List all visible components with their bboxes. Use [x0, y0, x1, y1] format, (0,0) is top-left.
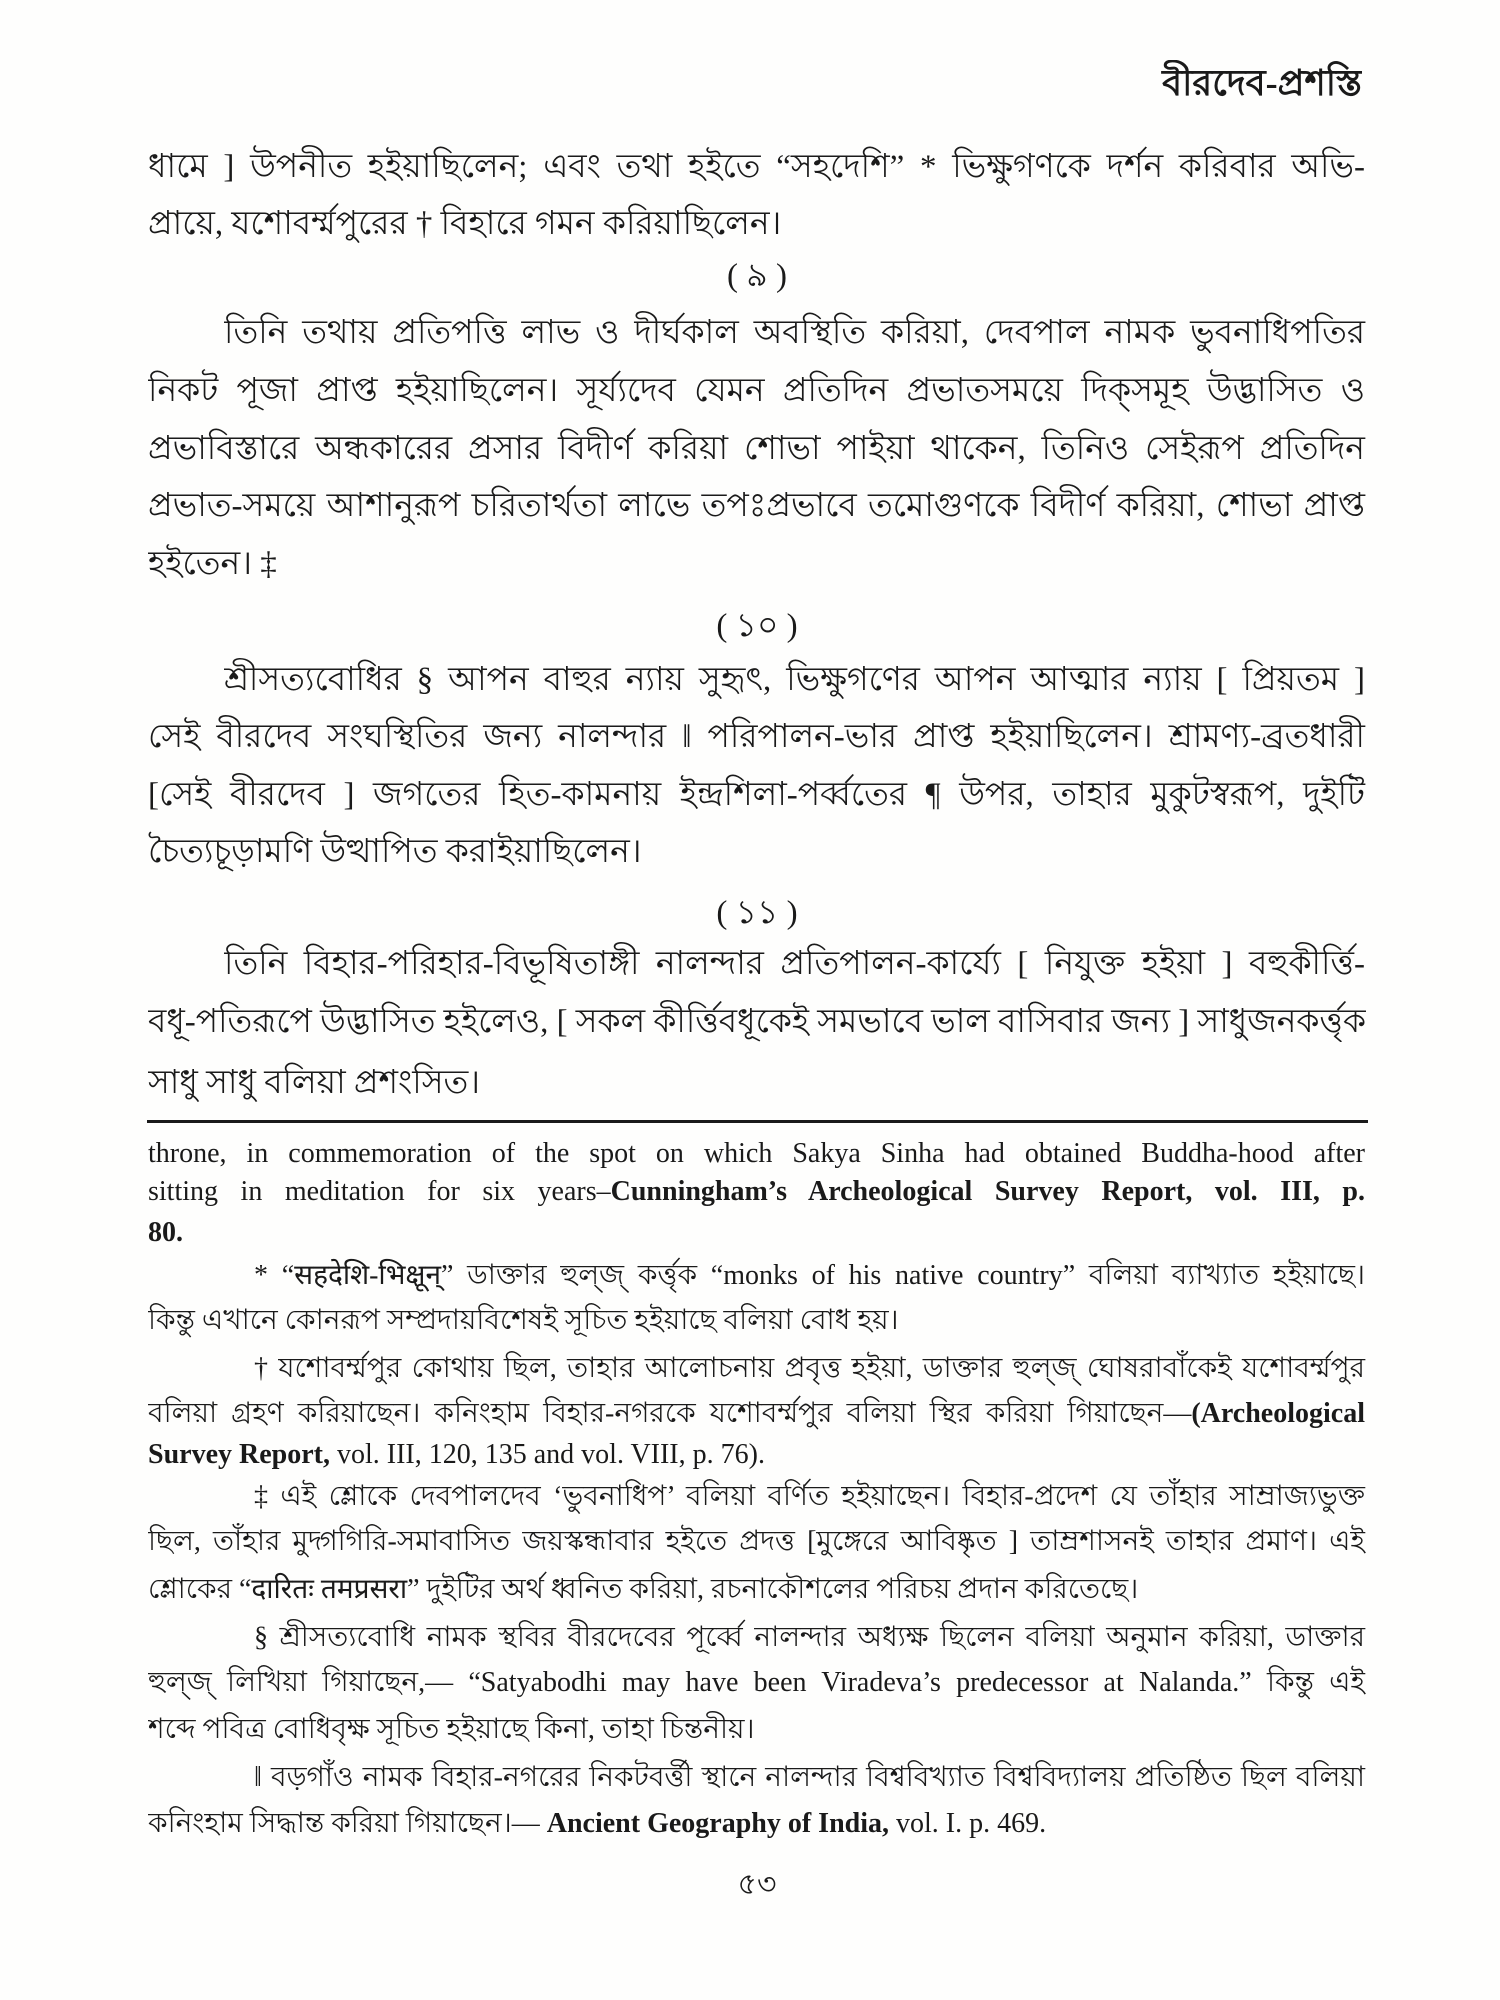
- line-text: ছিল, তাঁহার মুদ্গগিরি-সমাবাসিত জয়স্কন্ধাবার হইতে প্রদত্ত [মুঙ্গেরে আবিষ্কৃত ] তাম্রশাসনই তাহার প্রমাণ। এই: [148, 1526, 1365, 1557]
- verse-line: [148, 999, 1366, 1045]
- line-text: * “सहदेशि-भिक्षून्” ডাক্তার হুল্‌জ্‌ কর্ত্তৃক “monks of his native country” বলিয়া ব্যাখ্যাত হইয়াছে।: [254, 1260, 1365, 1291]
- page-number: [148, 1862, 1366, 1908]
- page-number-text: ৫৩: [737, 1868, 777, 1901]
- verse-line: [148, 714, 1366, 760]
- footnote-line: [148, 1522, 1366, 1562]
- footnote-text: কনিংহাম সিদ্ধান্ত করিয়া গিয়াছেন।—: [148, 1808, 547, 1839]
- running-head: [900, 60, 1362, 106]
- footnote-line: [148, 1663, 1366, 1703]
- verse-line: [148, 426, 1366, 472]
- line-text: [148, 1804, 1046, 1844]
- footnote-line: [254, 1618, 1366, 1658]
- footnote-line: [148, 1213, 1366, 1253]
- verse-line: [224, 657, 1366, 703]
- footnote-line: [254, 1349, 1366, 1389]
- line-text: প্রায়ে, যশোবর্ম্মপুরের † বিহারে গমন করিয়াছিলেন।: [148, 206, 782, 242]
- verse-number: [148, 253, 1366, 299]
- footnote-line: [254, 1256, 1366, 1296]
- line-text: § শ্রীসত্যবোধি নামক স্থবির বীরদেবের পূর্ব্বে নালন্দার অধ্যক্ষ ছিলেন বলিয়া অনুমান করিয়া, ডাক্তার: [254, 1622, 1365, 1653]
- running-head-text: বীরদেব-প্রশস্তি: [1162, 63, 1362, 103]
- line-text: কিন্তু এখানে কোনরূপ সম্প্রদায়বিশেষই সূচিত হইয়াছে বলিয়া বোধ হয়।: [148, 1305, 899, 1336]
- line-text: ‡ এই শ্লোকে দেবপালদেব ‘ভুবনাধিপ’ বলিয়া বর্ণিত হইয়াছেন। বিহার-প্রদেশ যে তাঁহার সাম্রাজ্যভুক্ত: [254, 1481, 1365, 1512]
- footnote-line: [148, 1394, 1366, 1434]
- verse-line: [148, 368, 1366, 414]
- footnote-line: [148, 1804, 1366, 1844]
- footnote-text: বলিয়া গ্রহণ করিয়াছেন। কনিংহাম বিহার-নগরকে যশোবর্ম্মপুর বলিয়া স্থির করিয়া গিয়াছেন—: [148, 1398, 1192, 1429]
- citation-bold: 80.: [148, 1217, 183, 1248]
- line-text: সাধু সাধু বলিয়া প্রশংসিত।: [148, 1065, 481, 1101]
- footnote-line: [148, 1172, 1366, 1212]
- footnote-line: [148, 1570, 1366, 1610]
- intro-line: [148, 144, 1366, 190]
- line-text: হুল্‌জ্‌ লিখিয়া গিয়াছেন,— “Satyabodhi may have been Viradeva’s predecessor at Nalanda.” কিন্তু এই: [148, 1667, 1365, 1698]
- line-text: [148, 1435, 765, 1475]
- line-text: ‖ বড়গাঁও নামক বিহার-নগরের নিকটবর্ত্তী স্থানে নালন্দার বিশ্ববিখ্যাত বিশ্ববিদ্যালয় প্রতিষ্ঠিত ছিল বলিয়া: [254, 1762, 1365, 1793]
- footnote-text: sitting in meditation for six years–: [148, 1176, 611, 1207]
- line-text: প্রভাবিস্তারে অন্ধকারের প্রসার বিদীর্ণ করিয়া শোভা পাইয়া থাকেন, তিনিও সেইরূপ প্রতিদিন: [148, 431, 1365, 467]
- line-text: † যশোবর্ম্মপুর কোথায় ছিল, তাহার আলোচনায় প্রবৃত্ত হইয়া, ডাক্তার হুল্‌জ্‌ ঘোষরাবাঁকেই যশোবর্ম্মপুর: [254, 1353, 1365, 1384]
- verse-line: [148, 483, 1366, 529]
- verse-number: [148, 890, 1366, 936]
- line-text: শব্দে পবিত্র বোধিবৃক্ষ সূচিত হইয়াছে কিনা, তাহা চিন্তনীয়।: [148, 1714, 755, 1745]
- footnote-line: [148, 1301, 1366, 1341]
- intro-line: [148, 201, 1366, 247]
- citation-bold: (Archeological: [1191, 1398, 1365, 1429]
- line-text: সেই বীরদেব সংঘস্থিতির জন্য নালন্দার ‖ পরিপালন-ভার প্রাপ্ত হইয়াছিলেন। শ্রামণ্য-ব্রতধারী: [148, 719, 1365, 755]
- footnote-text: vol. III, 120, 135 and vol. VIII, p. 76).: [329, 1439, 765, 1470]
- verse-line: [224, 310, 1366, 356]
- citation-bold: Survey Report,: [148, 1439, 330, 1470]
- verse-line: [148, 829, 1366, 875]
- line-text: [148, 1213, 183, 1253]
- line-text: [148, 1394, 1365, 1434]
- line-text: তিনি তথায় প্রতিপত্তি লাভ ও দীর্ঘকাল অবস্থিতি করিয়া, দেবপাল নামক ভুবনাধিপতির: [224, 315, 1365, 351]
- citation-bold: Ancient Geography of India,: [546, 1808, 889, 1839]
- verse-number: [148, 603, 1366, 649]
- footnote-divider: [147, 1120, 1368, 1123]
- line-text: নিকট পূজা প্রাপ্ত হইয়াছিলেন। সূর্য্যদেব যেমন প্রতিদিন প্রভাতসময়ে দিক্‌সমূহ উদ্ভাসিত ও: [148, 373, 1365, 409]
- line-text: চৈত্যচূড়ামণি উত্থাপিত করাইয়াছিলেন।: [148, 834, 642, 870]
- verse-line: [148, 772, 1366, 818]
- line-text: বধূ-পতিরূপে উদ্ভাসিত হইলেও, [ সকল কীর্ত্তিবধূকেই সমভাবে ভাল বাসিবার জন্য ] সাধুজনকর্ত্তৃক: [148, 1004, 1366, 1040]
- line-text: throne, in commemoration of the spot on which Sakya Sinha had obtained Buddha-hood after: [148, 1138, 1365, 1169]
- verse-number-text: ( ১০ ): [716, 608, 798, 644]
- footnote-text: vol. I. p. 469.: [889, 1808, 1047, 1839]
- footnote-line: [148, 1435, 1366, 1475]
- line-text: তিনি বিহার-পরিহার-বিভূষিতাঙ্গী নালন্দার প্রতিপালন-কার্য্যে [ নিযুক্ত হইয়া ] বহুকীর্ত্তি-: [224, 946, 1365, 982]
- line-text: [সেই বীরদেব ] জগতের হিত-কামনায় ইন্দ্রশিলা-পর্ব্বতের ¶ উপর, তাহার মুকুটস্বরূপ, দুইটি: [148, 777, 1365, 813]
- verse-line: [224, 941, 1366, 987]
- line-text: প্রভাত-সময়ে আশানুরূপ চরিতার্থতা লাভে তপঃপ্রভাবে তমোগুণকে বিদীর্ণ করিয়া, শোভা প্রাপ্ত: [148, 488, 1365, 524]
- line-text: শ্লোকের “दारितः तमप्रसरा” দুইটির অর্থ ধ্বনিত করিয়া, রচনাকৌশলের পরিচয় প্রদান করিতেছে।: [148, 1574, 1139, 1605]
- line-text: হইতেন। ‡: [148, 546, 277, 582]
- citation-bold: Cunningham’s Archeological Survey Report, vol. III, p.: [610, 1176, 1366, 1207]
- line-text: [148, 1172, 1365, 1212]
- footnote-line: [254, 1758, 1366, 1798]
- verse-number-text: ( ৯ ): [727, 258, 787, 294]
- footnote-line: [148, 1710, 1366, 1750]
- footnote-line: [148, 1134, 1366, 1174]
- verse-line: [148, 1060, 1366, 1106]
- verse-line: [148, 541, 1366, 587]
- verse-number-text: ( ১১ ): [716, 895, 798, 931]
- footnote-line: [254, 1477, 1366, 1517]
- line-text: ধামে ] উপনীত হইয়াছিলেন; এবং তথা হইতে “সহদেশি” * ভিক্ষুগণকে দর্শন করিবার অভি-: [148, 149, 1365, 185]
- line-text: শ্রীসত্যবোধির § আপন বাহুর ন্যায় সুহৃৎ, ভিক্ষুগণের আপন আত্মার ন্যায় [ প্রিয়তম ]: [224, 662, 1365, 698]
